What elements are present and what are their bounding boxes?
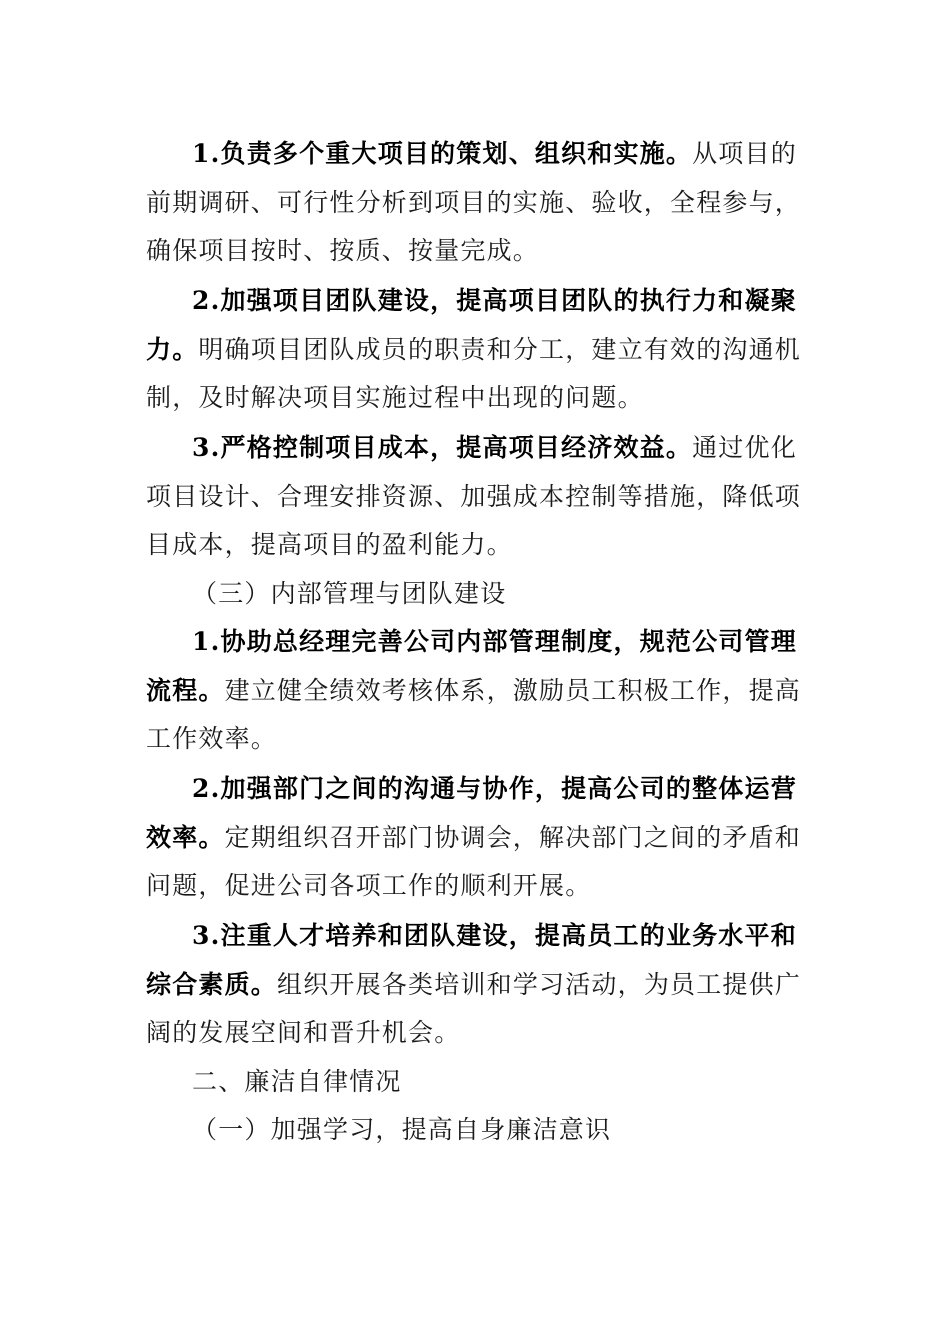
paragraph-lead: 1.负责多个重大项目的策划、组织和实施。: [192, 139, 693, 168]
paragraph-team-building: [146, 277, 816, 423]
paragraph-text: 建立健全绩效考核体系，激励员工积极工作，提高工作效率。: [146, 675, 802, 753]
paragraph-talent-training: [146, 912, 816, 1058]
paragraph-department-coordination: [146, 765, 816, 911]
paragraph-text: 从项目的前期调研、可行性分析到项目的实施、验收，全程参与，确保项目按时、按质、按量完成。: [146, 139, 802, 265]
document-body: [146, 130, 816, 1155]
paragraph-lead: 2.加强项目团队建设，提高项目团队的执行力和凝聚力。: [146, 286, 797, 364]
paragraph-management-system: [146, 618, 816, 764]
paragraph-text: 定期组织召开部门协调会，解决部门之间的矛盾和问题，促进公司各项工作的顺利开展。: [146, 822, 802, 900]
paragraph-lead: 1.协助总经理完善公司内部管理制度，规范公司管理流程。: [146, 627, 797, 705]
paragraph-lead: 3.注重人才培养和团队建设，提高员工的业务水平和综合素质。: [146, 921, 797, 999]
part-heading-integrity: 二、廉洁自律情况: [192, 1066, 402, 1096]
paragraph-text: 通过优化项目设计、合理安排资源、加强成本控制等措施，降低项目成本，提高项目的盈利能力。: [146, 433, 802, 559]
section-heading-internal-management: （三）内部管理与团队建设: [192, 578, 507, 608]
paragraph-lead: 2.加强部门之间的沟通与协作，提高公司的整体运营效率。: [146, 774, 797, 852]
paragraph-project-planning: [146, 130, 816, 276]
sub-heading-study: （一）加强学习，提高自身廉洁意识: [192, 1115, 612, 1144]
paragraph-text: 明确项目团队成员的职责和分工，建立有效的沟通机制，及时解决项目实施过程中出现的问题。: [146, 334, 802, 412]
paragraph-lead: 3.严格控制项目成本，提高项目经济效益。: [192, 433, 693, 462]
paragraph-cost-control: [146, 424, 816, 570]
paragraph-text: 组织开展各类培训和学习活动，为员工提供广阔的发展空间和晋升机会。: [146, 969, 802, 1047]
